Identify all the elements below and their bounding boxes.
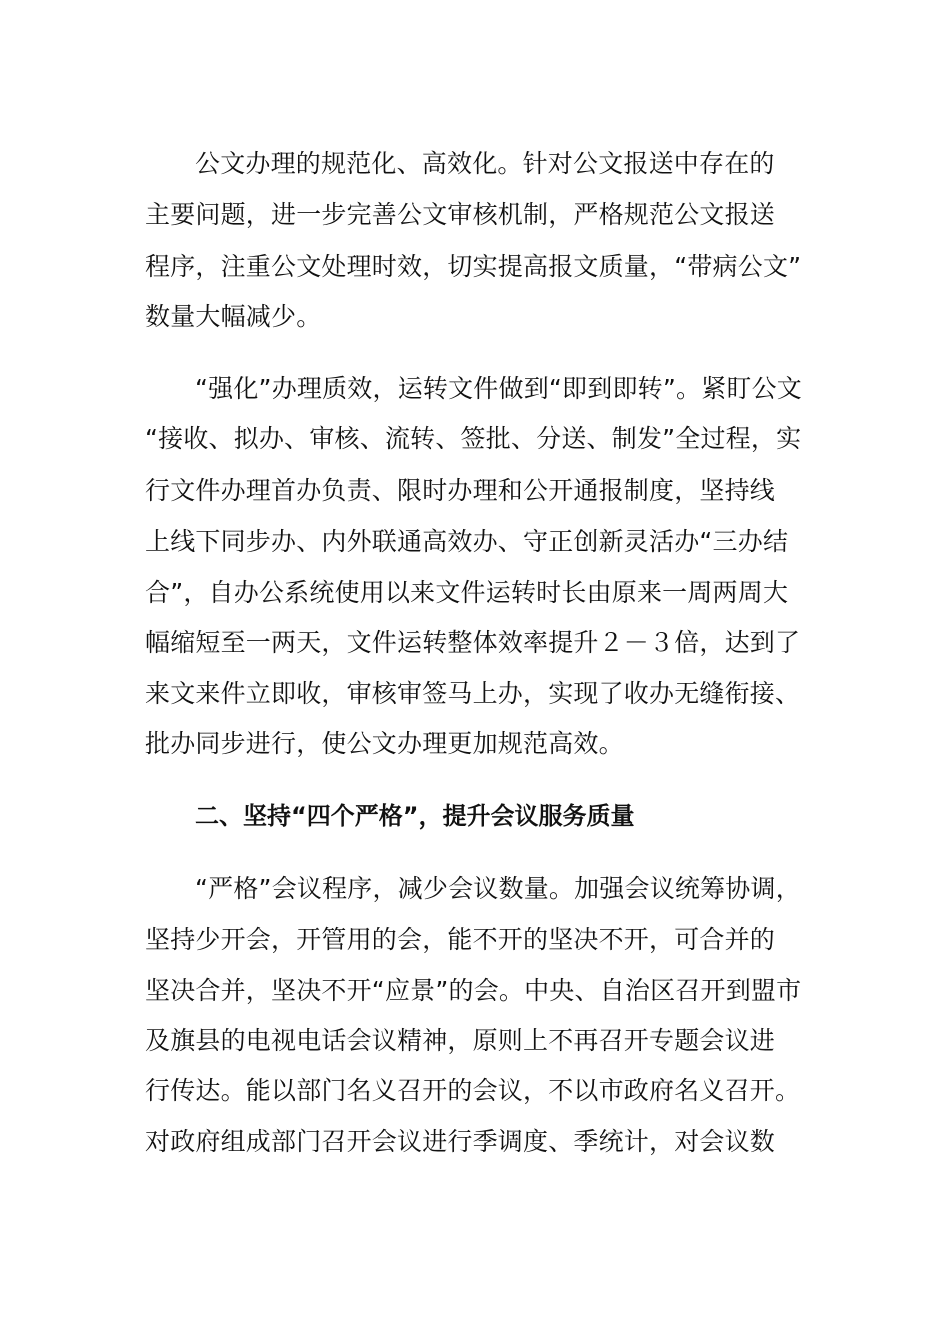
- paragraph-2-line-1: “强化”办理质效，运转文件做到“即到即转”。紧盯公文: [195, 374, 803, 403]
- paragraph-3-line-1: “严格”会议程序，减少会议数量。加强会议统筹协调，: [195, 874, 801, 903]
- paragraph-1-line-2: 主要问题，进一步完善公文审核机制，严格规范公文报送: [145, 200, 776, 229]
- paragraph-3-line-5: 行传达。能以部门名义召开的会议，不以市政府名义召开。: [145, 1076, 801, 1105]
- section-heading: 二、坚持“四个严格”，提升会议服务质量: [195, 802, 635, 830]
- paragraph-1-line-3: 程序，注重公文处理时效，切实提高报文质量，“带病公文”: [145, 252, 802, 281]
- paragraph-2-line-7: 来文来件立即收，审核审签马上办，实现了收办无缝衔接、: [145, 679, 801, 708]
- paragraph-2-line-6: 幅缩短至一两天，文件运转整体效率提升２－３倍，达到了: [145, 628, 801, 657]
- paragraph-3-line-3: 坚决合并，坚决不开“应景”的会。中央、自治区召开到盟市: [145, 976, 802, 1005]
- paragraph-2-line-2: “接收、拟办、审核、流转、签批、分送、制发”全过程，实: [145, 424, 802, 453]
- paragraph-3-line-4: 及旗县的电视电话会议精神，原则上不再召开专题会议进: [145, 1026, 776, 1055]
- paragraph-1-line-1: 公文办理的规范化、高效化。针对公文报送中存在的: [195, 149, 775, 178]
- paragraph-3-line-2: 坚持少开会，开管用的会，能不开的坚决不开，可合并的: [145, 925, 776, 954]
- paragraph-3-line-6: 对政府组成部门召开会议进行季调度、季统计，对会议数: [145, 1127, 776, 1156]
- paragraph-2-line-5: 合”，自办公系统使用以来文件运转时长由原来一周两周大: [145, 578, 789, 607]
- paragraph-2-line-3: 行文件办理首办负责、限时办理和公开通报制度，坚持线: [145, 476, 776, 505]
- paragraph-2-line-8: 批办同步进行，使公文办理更加规范高效。: [145, 729, 624, 758]
- paragraph-1-line-4: 数量大幅减少。: [145, 302, 322, 331]
- paragraph-2-line-4: 上线下同步办、内外联通高效办、守正创新灵活办“三办结: [145, 527, 789, 556]
